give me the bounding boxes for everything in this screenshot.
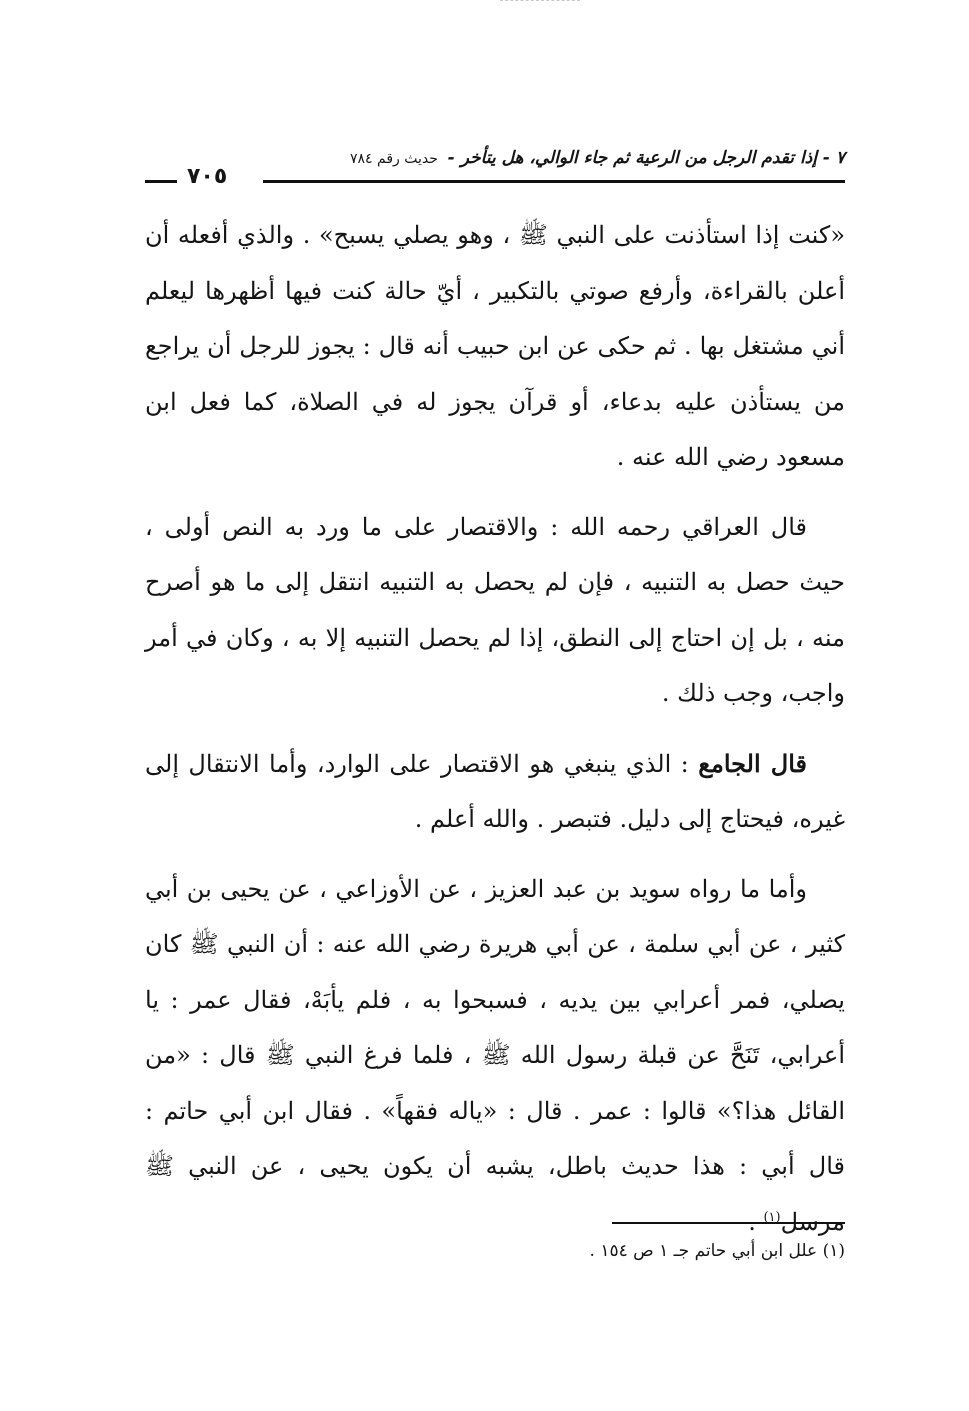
body-text <box>145 208 845 1264</box>
page-header <box>145 148 845 188</box>
page-number: ٧٠٥ <box>187 164 228 189</box>
paragraph-2: قال العراقي رحمه الله : والاقتصار على ما ورد به النص أولى ، حيث حصل به التنبيه ، فإن لم يحصل به التنبيه انتقل إلى ما هو أصرح منه ، بل إن احتاج إلى النطق، إذا لم يحصل التنبيه إلا به ، وكان في أمر واجب، وجب ذلك . <box>145 512 845 707</box>
footnote-reference: (١) <box>763 1209 781 1225</box>
running-title <box>350 148 845 168</box>
header-rule <box>263 180 845 183</box>
paragraph-4 <box>145 862 845 1251</box>
paragraph-4-text: وأما ما رواه سويد بن عبد العزيز ، عن الأوزاعي ، عن يحيى بن أبي كثير ، عن أبي سلمة ، عن أبي هريرة رضي الله عنه : أن النبي ﷺ كان يصلي، فمر أعرابي بين يديه ، فسبحوا به ، فلم يأبَهْ، فقال عمر : يا أعرابي، تَنَحَّ عن قبلة رسول الله ﷺ ، فلما فرغ النبي ﷺ قال : «من القائل هذا؟» قالوا : عمر . قال : «ياله فقهاً» . فقال ابن أبي حاتم : قال أبي : هذا حديث باطل، يشبه أن يكون يحيى ، عن النبي ﷺ مرسل <box>145 874 845 1236</box>
bold-lead: قال الجامع <box>698 748 807 778</box>
hadith-number: حديث رقم ٧٨٤ <box>349 151 438 167</box>
page-number-dash <box>145 180 177 183</box>
scan-top-mark <box>500 0 580 5</box>
paragraph-3 <box>145 736 845 848</box>
paragraph-1: «كنت إذا استأذنت على النبي ﷺ ، وهو يصلي يسبح» . والذي أفعله أن أعلن بالقراءة، وأرفع صوتي بالتكبير ، أيّ حالة كنت فيها أظهرها ليعلم أني مشتغل بها . ثم حكى عن ابن حبيب أنه قال : يجوز للرجل أن يراجع من يستأذن عليه بدعاء، أو قرآن يجوز له في الصلاة، كما فعل ابن مسعود رضي الله عنه . <box>145 221 846 471</box>
footnote-rule <box>612 1222 845 1224</box>
paragraph-3-text: : الذي ينبغي هو الاقتصار على الوارد، وأما الانتقال إلى غيره، فيحتاج إلى دليل. فتبصر . والله أعلم . <box>145 749 845 833</box>
chapter-title: ٧ - إذا تقدم الرجل من الرعية ثم جاء الوالي، هل يتأخر - <box>447 148 845 168</box>
footnote-1: (١) علل ابن أبي حاتم جـ ١ ص ١٥٤ . <box>589 1241 845 1261</box>
paragraph-4-tail: . <box>748 1207 764 1236</box>
